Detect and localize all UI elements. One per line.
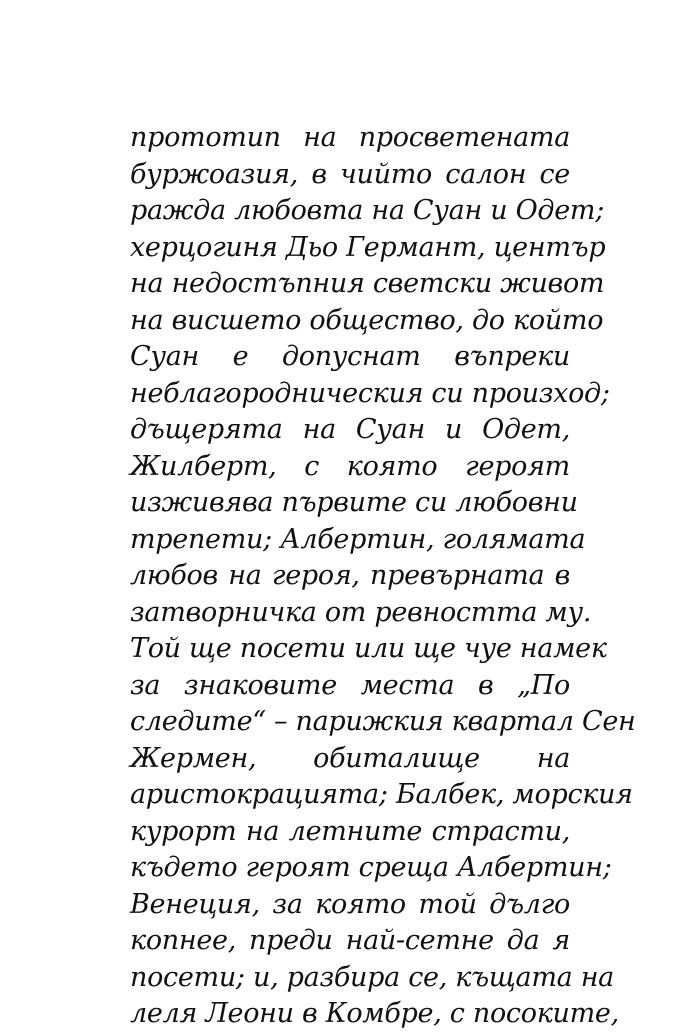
text-line-25: леля Леони в Комбре, с посоките, [130,998,619,1029]
text-line-8: неблагородническия си произход; [130,377,610,409]
text-line-5: на недостъпния светски живот [130,268,605,299]
text-line-17: следите“ – парижкия квартал Сен [130,706,636,737]
text-line-16: за знаковите места в „По [130,669,570,701]
text-line-18: Жермен, обиталище на [130,742,570,774]
text-line-21: където героят среща Албертин; [130,852,612,883]
text-line-2: буржоазия, в чийто салон се [130,158,570,190]
text-line-9: дъщерята на Суан и Одет, [130,414,570,445]
text-line-12: трепети; Албертин, голямата [130,523,586,555]
text-line-3: ражда любовта на Суан и Одет; [130,195,605,226]
text-line-7: Суан е допуснат въпреки [130,341,570,372]
text-line-6: на висшето общество, до който [130,304,604,336]
text-line-10: Жилберт, с която героят [130,450,570,482]
text-line-1: прототип на просветената [130,122,570,153]
text-line-14: затворничка от ревността му. [130,596,592,628]
body-text [130,120,636,1033]
text-line-20: курорт на летните страсти, [130,815,570,847]
text-line-13: любов на героя, превърната в [130,560,570,591]
text-line-22: Венеция, за която той дълго [130,888,570,920]
text-line-23: копнее, преди най-сетне да я [130,925,570,956]
text-line-4: херцогиня Дьо Германт, център [130,231,606,263]
text-line-19: аристокрацията; Балбек, морския [130,779,633,810]
text-line-24: посети; и, разбира се, къщата на [130,961,614,993]
text-line-15: Той ще посети или ще чуе намек [130,633,607,664]
text-line-11: изживява първите си любовни [130,487,578,518]
